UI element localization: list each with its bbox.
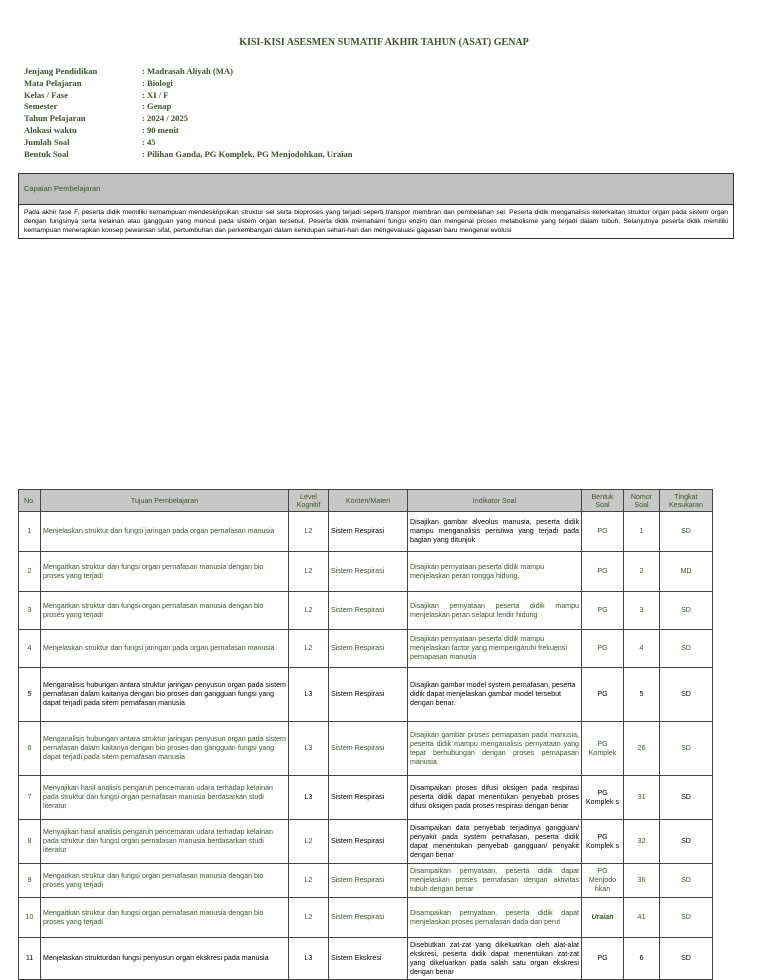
- info-label: Kelas / Fase: [24, 89, 68, 100]
- table-row: [19, 668, 713, 722]
- cell-konten: Sistem Respirasi: [329, 552, 408, 592]
- info-value: : 2024 / 2025: [142, 113, 189, 124]
- cell-bentuk: PG Komplek: [582, 722, 624, 776]
- cell-bentuk: PG Komplek s: [582, 776, 624, 820]
- cell-indikator: Disajikan pernyataan peserta didik mampu menjelaskan factor yang mempengaruhi frekuensi pernapasan manusia: [408, 630, 582, 668]
- cell-tujuan: Mengaitkan struktur dan fungsi organ pernafasan manusia dengan bio proses yang terjadi: [41, 864, 289, 898]
- cell-tingkat: SD: [660, 630, 713, 668]
- info-value: : XI / F: [142, 89, 169, 100]
- cell-tingkat: SD: [660, 820, 713, 864]
- cell-konten: Sistem Respirasi: [329, 776, 408, 820]
- cell-indikator: Disampaikan pernyataan, peserta didik dapat menjelaskan proses pernafasan dada dan perut: [408, 898, 582, 938]
- cell-no: 2: [19, 552, 41, 592]
- document-title: KISI-KISI ASESMEN SUMATIF AKHIR TAHUN (ASAT) GENAP: [239, 37, 529, 48]
- cell-bentuk: PG: [582, 668, 624, 722]
- cell-tujuan: Menganalisis hubungan antara struktur jaringan penyusun organ pada sistem pernafasan dalam kaitanya dengan bio proses dan gangguan fungsi yang dapat terjadi pada sitem pernafasan manusia: [41, 668, 289, 722]
- header-no: No.: [19, 490, 41, 512]
- cell-tujuan: Menyajikan hasil analisis pengaruh pencemaran udara terhadap kelainan pada struktur dan fungsi organ pernafasan manusia berdasarkan studi literatur: [41, 820, 289, 864]
- table-row: [19, 552, 713, 592]
- capaian-text: Pada akhir fase F, peserta didik memiliki kemampuan mendeskripsikan struktur sel serta bioproses yang terjadi seperti transpor membran dan pembelahan sel. Peserta didik menganalisis keterkaitan struktur organ pada sistem organ dengan fungsinya serta kelainan atau gangguan yang muncul pada sistem organ tersebut. Peserta didik memahami fungsi enzim dan mengenal proses metabolisme yang terjadi dalam tubuh. Selanjutnya peserta didik memiliki kemampuan menerapkan konsep pewarisan sifat, pertumbuhan dan perkembangan dalam kehidupan sehari-hari dan mengevaluasi gagasan baru mengenai evolusi: [24, 209, 728, 234]
- cell-level: L2: [289, 864, 329, 898]
- info-row: [24, 90, 353, 102]
- cell-no: 6: [19, 722, 41, 776]
- cell-level: L3: [289, 938, 329, 980]
- cell-tujuan: Menjelaskan strukturdan fungsi penyusun organ ekskresi pada manusia: [41, 938, 289, 980]
- cell-tujuan: Mengaitkan struktur dan fungsi organ pernafasan manusia dengan bio proses yang terjadi: [41, 552, 289, 592]
- info-row: [24, 137, 353, 149]
- info-label: Tahun Pelajaran: [24, 113, 86, 124]
- cell-bentuk: PG: [582, 552, 624, 592]
- cell-level: L2: [289, 820, 329, 864]
- cell-tingkat: SD: [660, 592, 713, 630]
- cell-level: L2: [289, 898, 329, 938]
- cell-indikator: Disajikan pernyataan peserta didik mampu menjelaskan peran rongga hidung.: [408, 552, 582, 592]
- cell-nomor: 32: [624, 820, 660, 864]
- info-row: [24, 78, 353, 90]
- cell-indikator: Disampaikan pernyataan, peserta didik dapat menjelaskan proses pernafasan dengan aktivitas tubuh dengan benar: [408, 864, 582, 898]
- cell-no: 5: [19, 668, 41, 722]
- cell-tingkat: SD: [660, 938, 713, 980]
- cell-nomor: 1: [624, 512, 660, 552]
- cell-no: 7: [19, 776, 41, 820]
- cell-nomor: 26: [624, 722, 660, 776]
- cell-tingkat: SD: [660, 512, 713, 552]
- cell-konten: Sistem Respirasi: [329, 722, 408, 776]
- cell-indikator: Disampaikan proses difusi oksigen pada respirasi peserta didik dapat menentukan penyebab proses difusi oksigen pada proses respirasi dengan benar: [408, 776, 582, 820]
- cell-tujuan: Mengaitkan struktur dan fungsi organ pernafasan manusia dengan bio proses yang terjadi: [41, 898, 289, 938]
- cell-nomor: 5: [624, 668, 660, 722]
- cell-tujuan: Menganalisis hubungan antara struktur jaringan penyusun organ pada sistem pernafasan dalam kaitanya dengan bio proses dan gangguan fungsi yang dapat terjadi pada sitem pernafasan manusia: [41, 722, 289, 776]
- cell-tingkat: SD: [660, 722, 713, 776]
- header-tujuan: Tujuan Pembelajaran: [41, 490, 289, 512]
- info-label: Semester: [24, 101, 58, 112]
- header-nomor: Nomor Soal: [624, 490, 660, 512]
- cell-nomor: 4: [624, 630, 660, 668]
- cell-indikator: Disebutkan zat-zat yang dikeluarkan oleh alat-alat ekskresi, peserta didik dapat menentukan zat-zat yang dikeluarkan pada salah satu organ ekskresi dengan benar: [408, 938, 582, 980]
- capaian-heading: Capaian Pembelajaran: [19, 174, 733, 205]
- info-label: Jumlah Soal: [24, 136, 70, 147]
- cell-bentuk: PG: [582, 630, 624, 668]
- cell-konten: Sistem Respirasi: [329, 668, 408, 722]
- cell-no: 11: [19, 938, 41, 980]
- info-row: [24, 149, 353, 161]
- cell-level: L3: [289, 776, 329, 820]
- cell-bentuk: PG Menjodo hkan: [582, 864, 624, 898]
- info-value: : 45: [142, 136, 156, 147]
- table-row: [19, 630, 713, 668]
- cell-level: L2: [289, 592, 329, 630]
- cell-nomor: 6: [624, 938, 660, 980]
- info-value: : 90 menit: [142, 124, 179, 135]
- cell-no: 4: [19, 630, 41, 668]
- info-label: Bentuk Soal: [24, 148, 69, 159]
- cell-konten: Sistem Respirasi: [329, 630, 408, 668]
- cell-tingkat: SD: [660, 898, 713, 938]
- info-row: [24, 66, 353, 78]
- info-row: [24, 125, 353, 137]
- info-value: : Madrasah Aliyah (MA): [142, 66, 233, 76]
- cell-konten: Sistem Respirasi: [329, 898, 408, 938]
- table-row: [19, 820, 713, 864]
- cell-level: L2: [289, 552, 329, 592]
- header-tingkat: Tingkat Kesukaran: [660, 490, 713, 512]
- cell-level: L2: [289, 630, 329, 668]
- info-row: [24, 113, 353, 125]
- info-row: [24, 101, 353, 113]
- capaian-box: [18, 173, 734, 239]
- table-row: [19, 722, 713, 776]
- info-label: Mata Pelajaran: [24, 77, 82, 88]
- table-row: [19, 592, 713, 630]
- cell-nomor: 2: [624, 552, 660, 592]
- cell-konten: Sistem Respirasi: [329, 820, 408, 864]
- header-konten: Konten/Materi: [329, 490, 408, 512]
- cell-no: 1: [19, 512, 41, 552]
- cell-indikator: Disajikan pernyataan peserta didik mampu menjelaskan peran selaput lendir hidung: [408, 592, 582, 630]
- cell-no: 8: [19, 820, 41, 864]
- header-level: Level Kognitif: [289, 490, 329, 512]
- cell-no: 9: [19, 864, 41, 898]
- cell-tingkat: SD: [660, 864, 713, 898]
- cell-bentuk: PG: [582, 592, 624, 630]
- cell-indikator: Disajikan gambar proses pernapasan pada manusia, peserta didik mampu menganalisis pernyataan yang tepat berhubungan dengan proses pernapasan manusia: [408, 722, 582, 776]
- info-value: : Biologi: [142, 77, 173, 88]
- cell-konten: Sistem Respirasi: [329, 864, 408, 898]
- cell-bentuk: Uraian: [582, 898, 624, 938]
- cell-bentuk: PG Komplek s: [582, 820, 624, 864]
- table-row: [19, 938, 713, 980]
- header-bentuk: Bentuk Soal: [582, 490, 624, 512]
- cell-level: L2: [289, 512, 329, 552]
- cell-no: 3: [19, 592, 41, 630]
- cell-tingkat: SD: [660, 776, 713, 820]
- info-label: Alokasi waktu: [24, 124, 77, 135]
- cell-indikator: Disajikan gambar alveolus manusia, peserta didik mampu menganalisis peristiwa yang terjadi pada bagian yang ditunjuk: [408, 512, 582, 552]
- cell-nomor: 36: [624, 864, 660, 898]
- table-row: [19, 512, 713, 552]
- cell-bentuk: PG: [582, 512, 624, 552]
- table-row: [19, 864, 713, 898]
- table-header-row: [19, 490, 713, 512]
- header-indikator: Indikator Soal: [408, 490, 582, 512]
- table-row: [19, 898, 713, 938]
- cell-tujuan: Menjelaskan struktur dan fungsi jaringan pada organ pernafasan manusia: [41, 630, 289, 668]
- identity-block: [24, 66, 353, 160]
- cell-tingkat: SD: [660, 668, 713, 722]
- info-value: : Pilihan Ganda, PG Komplek, PG Menjodohkan, Uraian: [142, 148, 353, 159]
- cell-konten: Sistem Ekskresi: [329, 938, 408, 980]
- cell-tingkat: MD: [660, 552, 713, 592]
- cell-konten: Sistem Respirasi: [329, 512, 408, 552]
- cell-tujuan: Mengaitkan struktur dan fungsi organ pernafasan manusia dengan bio proses yang terjadi: [41, 592, 289, 630]
- info-label: Jenjang Pendidikan: [24, 66, 98, 76]
- cell-tujuan: Menyajikan hasil analisis pengaruh pencemaran udara terhadap kelainan pada struktur dan fungsi organ pernafasan manusia berdasarkan studi literatur: [41, 776, 289, 820]
- info-value: : Genap: [142, 101, 172, 112]
- cell-indikator: Disajikan gambar model system pernafasan, peserta didik dapat menjelaskan gambar model tersebut dengan benar.: [408, 668, 582, 722]
- cell-nomor: 3: [624, 592, 660, 630]
- cell-bentuk: PG: [582, 938, 624, 980]
- cell-tujuan: Menjelaskan struktur dan fungsi jaringan pada organ pernafasan manusia: [41, 512, 289, 552]
- table-row: [19, 776, 713, 820]
- cell-nomor: 31: [624, 776, 660, 820]
- cell-level: L3: [289, 668, 329, 722]
- cell-konten: Sistem Respirasi: [329, 592, 408, 630]
- cell-level: L3: [289, 722, 329, 776]
- cell-nomor: 41: [624, 898, 660, 938]
- kisi-table: [18, 489, 713, 980]
- cell-indikator: Disampaikan data penyebab terjadinya gangguan/ penyakit pada system pernafasan, peserta didik dapat menentukan penyebab gangguan/ penyakit dengan benar: [408, 820, 582, 864]
- cell-no: 10: [19, 898, 41, 938]
